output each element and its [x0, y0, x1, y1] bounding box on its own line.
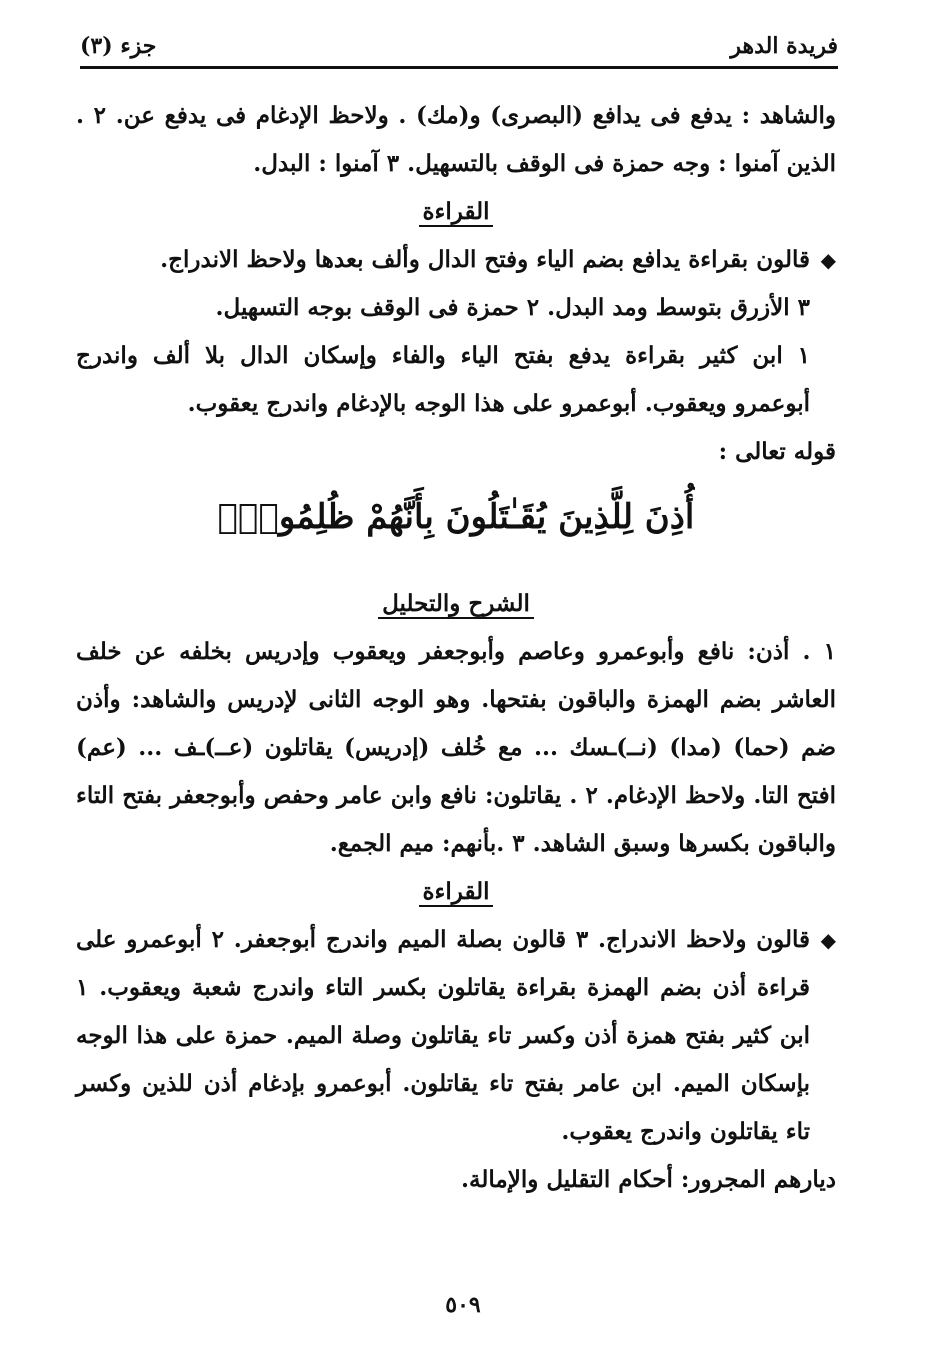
- reading-1-block: [76, 236, 836, 428]
- page-header: [80, 26, 838, 69]
- reading-2-block: [76, 916, 836, 1156]
- reading-1-text: [76, 236, 810, 428]
- reading-heading-1: [76, 188, 836, 236]
- part-number: جزء (٣): [80, 33, 157, 59]
- reading-heading-2: [76, 868, 836, 916]
- top-paragraph: والشاهد : يدفع فى يدافع (البصرى) و(مك) . ولاحظ الإدغام فى يدفع عن. ٢ . الذين آمنوا : وجه حمزة فى الوقف بالتسهيل. ٣ آمنوا : البدل.: [76, 102, 837, 177]
- closing-line: ديارهم المجرور: أحكام التقليل والإمالة.: [461, 1166, 836, 1193]
- reading-1-line: ١ ابن كثير بقراءة يدفع بفتح الياء والفاء وإسكان الدال بلا ألف واندرج أبوعمرو ويعقوب. أبوعمرو على هذا الوجه بالإدغام واندرج يعقوب.: [76, 342, 810, 417]
- quranic-verse: أُذِنَ لِلَّذِينَ يُقَـٰتَلُونَ بِأَنَّهُمْ ظُلِمُوا۟ۚ: [217, 497, 695, 537]
- diamond-bullet-icon: ◆: [820, 248, 836, 272]
- analysis-heading: [76, 580, 836, 628]
- page-body: [76, 92, 836, 1204]
- page-number: ٥٠٩: [445, 1292, 481, 1318]
- verse-intro: قوله تعالى :: [718, 438, 836, 465]
- reading-heading-2-text: القراءة: [419, 878, 494, 907]
- book-title: فريدة الدهر: [730, 33, 838, 59]
- reading-1-line: ٣ الأزرق بتوسط ومد البدل. ٢ حمزة فى الوقف بوجه التسهيل.: [215, 294, 810, 321]
- diamond-bullet-icon: ◆: [820, 928, 836, 952]
- analysis-heading-text: الشرح والتحليل: [378, 590, 534, 619]
- reading-2-paragraph: قالون ولاحظ الاندراج. ٣ قالون بصلة الميم واندرج أبوجعفر. ٢ أبوعمرو على قراءة أذن بضم الهمزة بقراءة يقاتلون بكسر التاء واندرج شعبة ويعقوب. ١ ابن كثير بفتح همزة أذن وكسر تاء يقاتلون وصلة الميم. حمزة على هذا الوجه بإسكان الميم. ابن عامر بفتح تاء يقاتلون. أبوعمرو بإدغام أذن للذين وكسر تاء يقاتلون واندرج يعقوب.: [76, 926, 811, 1145]
- reading-1-line: قالون بقراءة يدافع بضم الياء وفتح الدال وألف بعدها ولاحظ الاندراج.: [160, 246, 810, 273]
- analysis-paragraph: ١ . أذن: نافع وأبوعمرو وعاصم وأبوجعفر ويعقوب وإدريس بخلفه عن خلف العاشر بضم الهمزة والباقون بفتحها. وهو الوجه الثانى لإدريس والشاهد: وأذن ضم (حما) (مدا) (نــ)ـسك ... مع خُلف (إدريس) يقاتلون (عــ)ـف ... (عم) افتح التا. ولاحظ الإدغام. ٢ . يقاتلون: نافع وابن عامر وحفص وأبوجعفر بفتح التاء والباقون بكسرها وسبق الشاهد. ٣ .بأنهم: ميم الجمع.: [76, 638, 836, 857]
- reading-2-text: [76, 916, 810, 1156]
- reading-heading-1-text: القراءة: [419, 198, 494, 227]
